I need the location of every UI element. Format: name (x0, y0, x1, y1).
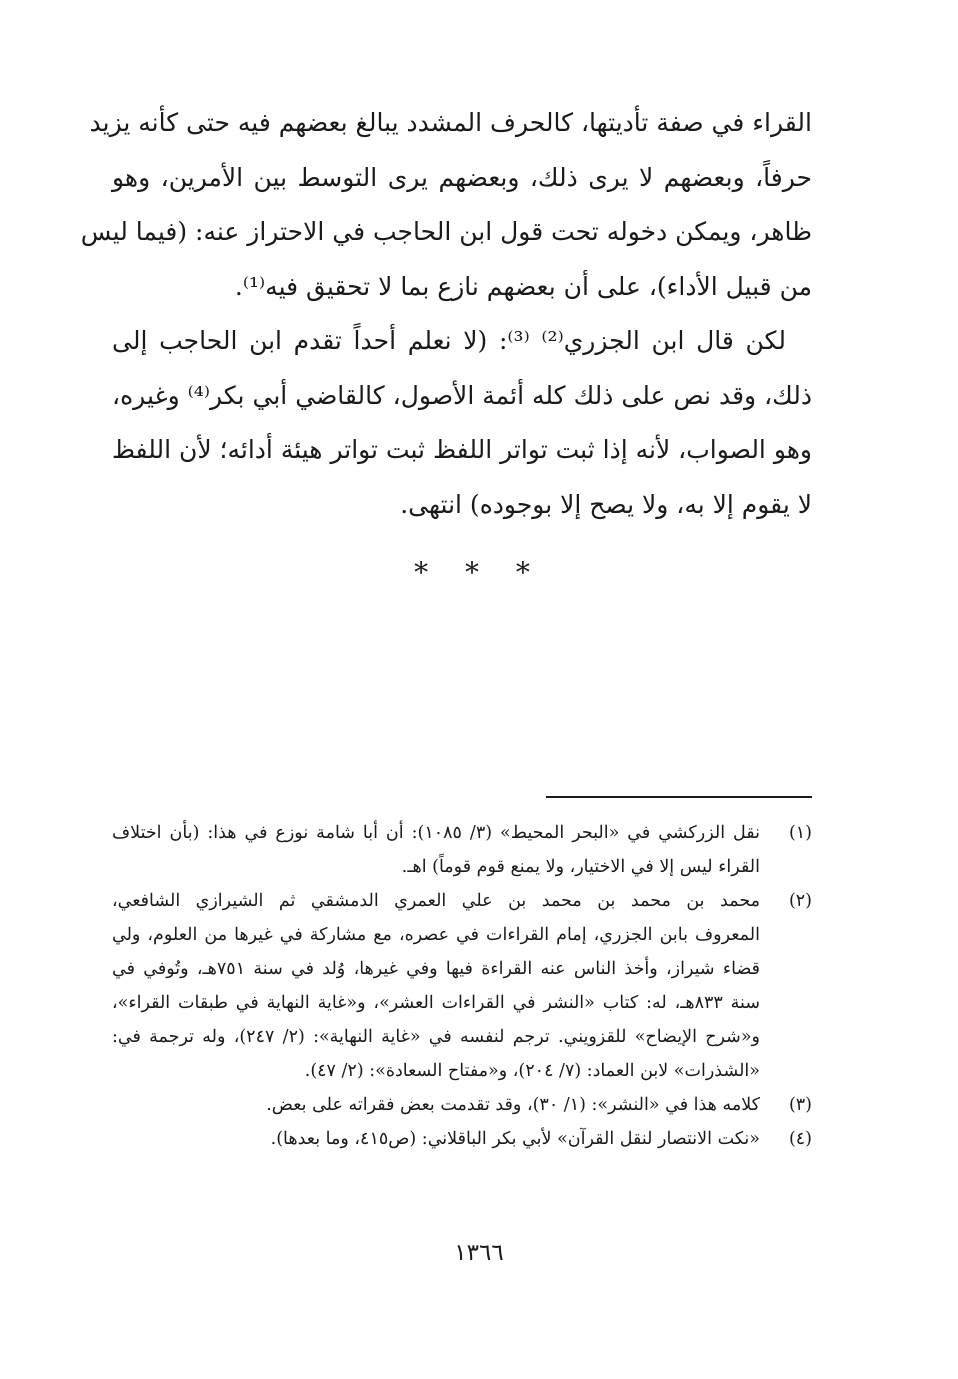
footnote-body (112, 884, 760, 1088)
footnote-4 (112, 1122, 812, 1156)
footnote-number: (٣) (788, 1095, 812, 1115)
text-line: من قبيل الأداء)، على أن بعضهم نازع بما لا تحقيق فيه⁽¹⁾. (234, 271, 812, 301)
text-line: ظاهر، ويمكن دخوله تحت قول ابن الحاجب في الاحتراز عنه: (فيما ليس (80, 217, 812, 246)
footnote-number: (١) (788, 823, 812, 843)
footnote-3 (112, 1088, 812, 1122)
text-line: ذلك، وقد نص على ذلك كله أئمة الأصول، كالقاضي أبي بكر⁽⁴⁾ وغيره، (112, 380, 812, 410)
text-line: وهو الصواب، لأنه إذا ثبت تواتر اللفظ ثبت تواتر هيئة أدائه؛ لأن اللفظ (111, 435, 812, 464)
footnotes (112, 816, 812, 1156)
footnote-2 (112, 884, 812, 1088)
footnote-number: (٤) (788, 1129, 812, 1149)
footnote-divider (546, 796, 812, 798)
footnote-line: محمد بن محمد بن محمد بن علي العمري الدمشقي ثم الشيرازي الشافعي، (112, 891, 760, 911)
footnote-line: «الشذرات» لابن العماد: (٧/ ٢٠٤)، و«مفتاح السعادة»: (٢/ ٤٧). (304, 1061, 760, 1081)
footnote-number: (٢) (788, 891, 812, 911)
footnote-line: نقل الزركشي في «البحر المحيط» (٣/ ١٠٨٥): أن أبا شامة نوزع في هذا: (بأن اختلاف (112, 823, 760, 843)
footnote-line: و«شرح الإيضاح» للقزويني. ترجم لنفسه في «غاية النهاية»: (٢/ ٢٤٧)، وله ترجمة في: (112, 1027, 760, 1047)
footnote-line: المعروف بابن الجزري، إمام القراءات في عصره، مع مشاركة في غيرها من العلوم، ولي (112, 925, 760, 945)
footnote-body (112, 1122, 760, 1156)
footnote-line: قضاء شيراز، وأخذ الناس عنه القراءة فيها وفي غيرها، وُلد في سنة ٧٥١هـ، وتُوفي في (112, 959, 760, 979)
footnote-line: القراء ليس إلا في الاختيار، ولا يمنع قوم قوماً) اهـ. (401, 857, 760, 877)
text-line: لكن قال ابن الجزري⁽²⁾ ⁽³⁾: (لا نعلم أحداً تقدم ابن الحاجب إلى (112, 326, 786, 355)
text-line: لا يقوم إلا به، ولا يصح إلا بوجوده) انتهى. (400, 489, 812, 519)
footnote-line: كلامه هذا في «النشر»: (١/ ٣٠)، وقد تقدمت بعض فقراته على بعض. (266, 1095, 760, 1115)
footnote-line: «نكت الانتصار لنقل القرآن» لأبي بكر الباقلاني: (ص٤١٥، وما بعدها). (270, 1129, 760, 1149)
footnote-1 (112, 816, 812, 884)
main-text (80, 96, 812, 532)
footnote-body (112, 816, 760, 884)
footnote-line: سنة ٨٣٣هـ، له: كتاب «النشر في القراءات العشر»، و«غاية النهاية في طبقات القراء»، (112, 993, 760, 1013)
section-separator: * * * (414, 556, 544, 589)
text-line: حرفاً، وبعضهم لا يرى ذلك، وبعضهم يرى التوسط بين الأمرين، وهو (112, 162, 812, 192)
text-line: القراء في صفة تأديتها، كالحرف المشدد يبالغ بعضهم فيه حتى كأنه يزيد (89, 108, 812, 137)
footnote-body (112, 1088, 760, 1122)
page-number: ١٣٦٦ (454, 1240, 504, 1266)
